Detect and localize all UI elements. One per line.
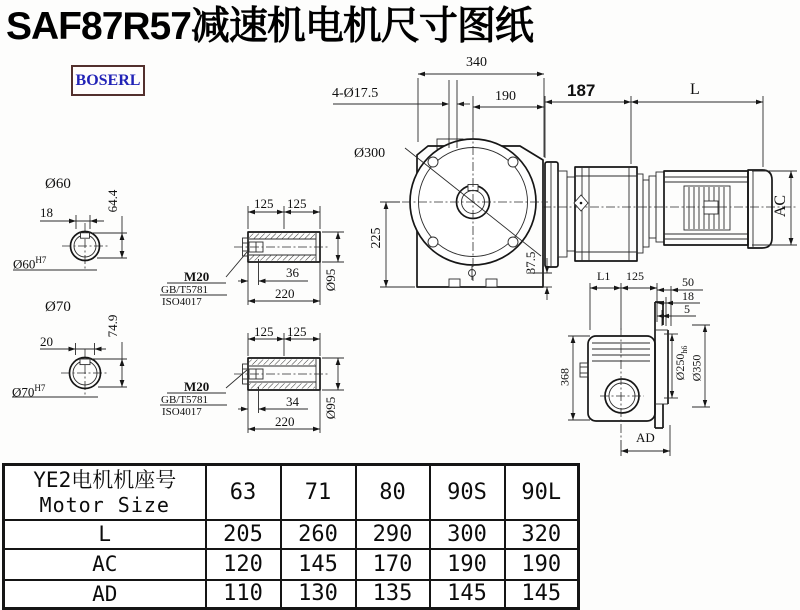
table-row-AC [4, 549, 579, 580]
dim-hsu-depth: 36 [286, 265, 299, 280]
table-header-en: Motor Size [39, 492, 170, 517]
cell-AD-71: 130 [281, 580, 356, 609]
dim-front-width: 340 [466, 55, 487, 70]
dim-shaft60-bore: $Ø60^{H7}$ [13, 255, 47, 272]
callout-bolt-std1-upper: GB/T5781 [161, 284, 209, 296]
table-header-cn: YE2电机机座号 [33, 467, 177, 492]
page-title: SAF87R57减速机电机尺寸图纸 [6, 5, 533, 48]
row-label-L: L [4, 520, 206, 549]
callout-bolt-size-upper: M20 [184, 269, 210, 284]
row-label-AD: AD [4, 580, 206, 609]
dim-back-18: 18 [682, 289, 694, 303]
dim-hsl-125b: 125 [287, 324, 307, 339]
callout-bolt-std2-upper: ISO4017 [162, 296, 202, 308]
cell-AC-80: 170 [356, 549, 430, 580]
table-header-cell [4, 465, 206, 520]
dim-shaft60-keyway: 18 [40, 205, 53, 220]
cell-AC-90s: 190 [430, 549, 505, 580]
cell-AD-63: 110 [206, 580, 281, 609]
dim-shaft70-bore: $Ø70^{H7}$ [12, 383, 46, 400]
row-label-AC: AC [4, 549, 206, 580]
dim-hsl-125a: 125 [254, 324, 274, 339]
cell-AD-90l: 145 [505, 580, 579, 609]
dim-shaft70-keyway: 20 [40, 334, 53, 349]
dim-hsu-125b: 125 [287, 196, 307, 211]
side-view [542, 96, 797, 267]
dim-front-foot: 37.5 [523, 251, 538, 275]
dim-shaft70-dia: Ø70 [45, 299, 71, 315]
motor-size-table [2, 463, 580, 610]
dim-side-motor-width: AC [772, 194, 789, 218]
dim-back-height: 368 [557, 368, 572, 386]
dim-side-gear-length: 187 [567, 81, 596, 100]
col-90l: 90L [505, 465, 579, 520]
cell-AC-63: 120 [206, 549, 281, 580]
col-63: 63 [206, 465, 281, 520]
dim-hsl-depth: 34 [286, 394, 299, 409]
table-row-L [4, 520, 579, 549]
cell-L-63: 205 [206, 520, 281, 549]
dim-back-ad: AD [636, 430, 655, 445]
cell-AC-90l: 190 [505, 549, 579, 580]
front-view [333, 72, 552, 300]
dim-hsu-length: 220 [275, 286, 295, 301]
col-71: 71 [281, 465, 356, 520]
dim-side-motor-length: L [690, 81, 700, 98]
dim-back-flange: Ø350 [689, 354, 704, 382]
dim-back-pitch: 125 [626, 269, 644, 283]
cell-L-71: 260 [281, 520, 356, 549]
callout-bolt-std2-lower: ISO4017 [162, 406, 202, 418]
cell-AD-90s: 145 [430, 580, 505, 609]
dim-shaft60-height: 64.4 [105, 189, 120, 213]
brand-logo [71, 65, 145, 96]
col-90s: 90S [430, 465, 505, 520]
callout-bolt-std1-lower: GB/T5781 [161, 394, 209, 406]
dim-hsu-dia: Ø95 [323, 268, 338, 292]
dim-shaft60-dia: Ø60 [45, 176, 71, 192]
table-row-AD [4, 580, 579, 609]
dim-hsl-dia: Ø95 [323, 396, 338, 420]
cell-L-80: 290 [356, 520, 430, 549]
dim-hsl-length: 220 [275, 414, 295, 429]
cell-AC-71: 145 [281, 549, 356, 580]
dim-front-holes: 4-Ø17.5 [332, 86, 379, 101]
callout-bolt-size-lower: M20 [184, 379, 210, 394]
col-80: 80 [356, 465, 430, 520]
dim-shaft70-height: 74.9 [105, 314, 120, 338]
dim-back-50: 50 [682, 275, 694, 289]
dim-front-flange-dia: Ø300 [354, 146, 386, 161]
brand-logo-text: BOSERL [75, 71, 141, 89]
dim-back-5: 5 [684, 302, 690, 316]
table-header-row [4, 465, 579, 520]
cell-L-90s: 300 [430, 520, 505, 549]
cell-AD-80: 135 [356, 580, 430, 609]
dim-front-center-height: 225 [369, 227, 384, 249]
dim-back-spigot: $Ø250_{h6}$ [672, 345, 690, 381]
cell-L-90l: 320 [505, 520, 579, 549]
dim-front-pitch: 190 [495, 89, 516, 104]
dim-hsu-125a: 125 [254, 196, 274, 211]
dim-back-l1: L1 [597, 269, 611, 283]
